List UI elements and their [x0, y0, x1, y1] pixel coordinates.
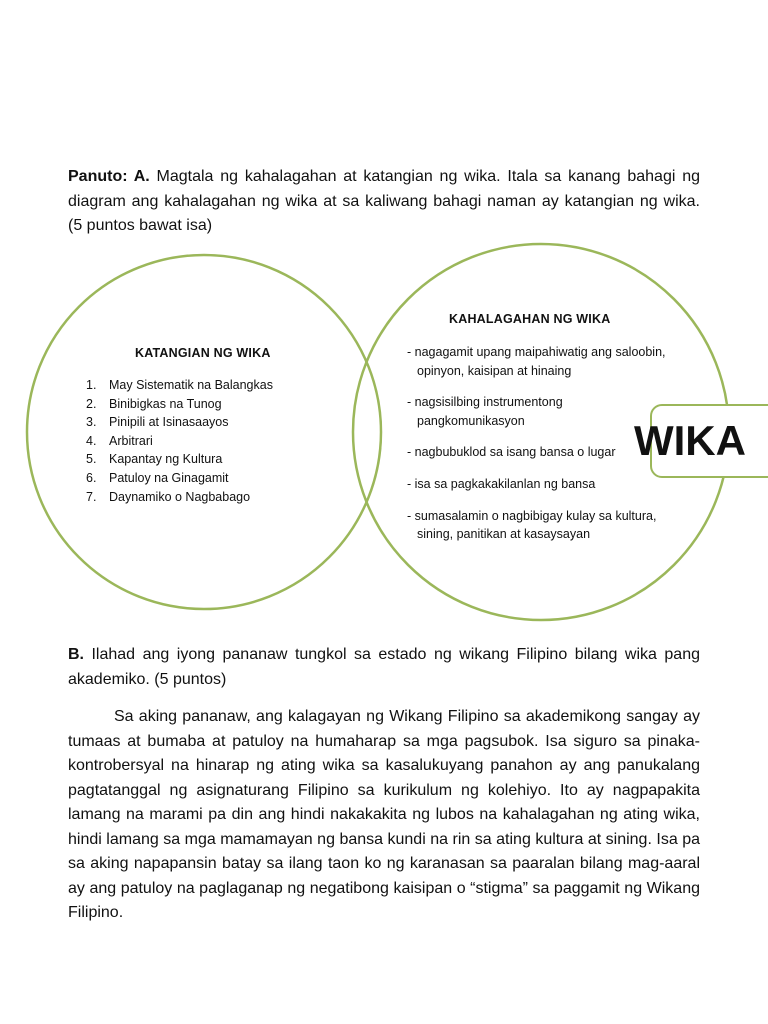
- wika-center-label: WIKA: [634, 417, 746, 464]
- question-b-text: Ilahad ang iyong pananaw tungkol sa estado ng wikang Filipino bilang wika pang akademiko. (5 puntos): [68, 646, 700, 688]
- list-item: 6. Patuloy na Ginagamit: [86, 470, 229, 485]
- question-b: [68, 643, 700, 692]
- question-b-label: B.: [68, 646, 84, 663]
- list-item: 1. May Sistematik na Balangkas: [86, 378, 273, 392]
- list-item: 3. Pinipili at Isinasaayos: [86, 415, 229, 430]
- list-item: - nagbubuklod sa isang bansa o lugar: [407, 445, 616, 460]
- list-item: - isa sa pagkakakilanlan ng bansa: [407, 477, 596, 492]
- katangian-title: KATANGIAN NG WIKA: [135, 346, 271, 360]
- list-item: 7. Daynamiko o Nagbabago: [86, 489, 251, 504]
- list-item: - nagagamit upang maipahiwatig ang saloobin, opinyon, kaisipan at hinaing: [407, 345, 666, 378]
- list-item: 4. Arbitrari: [86, 433, 153, 448]
- instructions-a-label: Panuto: A.: [68, 168, 150, 185]
- list-item: - nagsisilbing instrumentong pangkomunikasyon: [407, 395, 563, 428]
- kahalagahan-title: KAHALAGAHAN NG WIKA: [449, 312, 611, 326]
- instructions-a-text: Magtala ng kahalagahan at katangian ng wika. Itala sa kanang bahagi ng diagram ang kahalagahan ng wika at sa kaliwang bahagi naman ay katangian ng wika. (5 puntos bawat isa): [68, 168, 700, 234]
- kahalagahan-list: [407, 343, 667, 557]
- instructions-a: [68, 165, 700, 239]
- list-item: 2. Binibigkas na Tunog: [86, 396, 222, 411]
- essay-answer: Sa aking pananaw, ang kalagayan ng Wikang Filipino sa akademikong sangay ay tumaas at bumaba at patuloy na humaharap sa mga pagsubok. Isa siguro sa pinaka-kontrobersyal na hinarap ng ating wika sa kasalukuyang panahon ay ang panukalang pagtatanggal ng asignaturang Filipino sa kurikulum ng kolehiyo. Ito ay nagpapakita lamang na marami pa din ang hindi nakakakita ng lubos na kahalagahan ng ating wika, hindi lamang sa mga mamamayan ng bansa kundi na rin sa ating kultura at sining. Isa pa sa aking napapansin batay sa ilang taon ko ng karanasan sa paaralan bilang mag-aaral ay ang patuloy na paglaganap ng negatibong kaisipan o “stigma” sa paggamit ng Wikang Filipino.: [68, 708, 700, 921]
- list-item: 5. Kapantay ng Kultura: [86, 452, 223, 467]
- katangian-list: [86, 376, 273, 506]
- list-item: - sumasalamin o nagbibigay kulay sa kultura, sining, panitikan at kasaysayan: [407, 508, 657, 542]
